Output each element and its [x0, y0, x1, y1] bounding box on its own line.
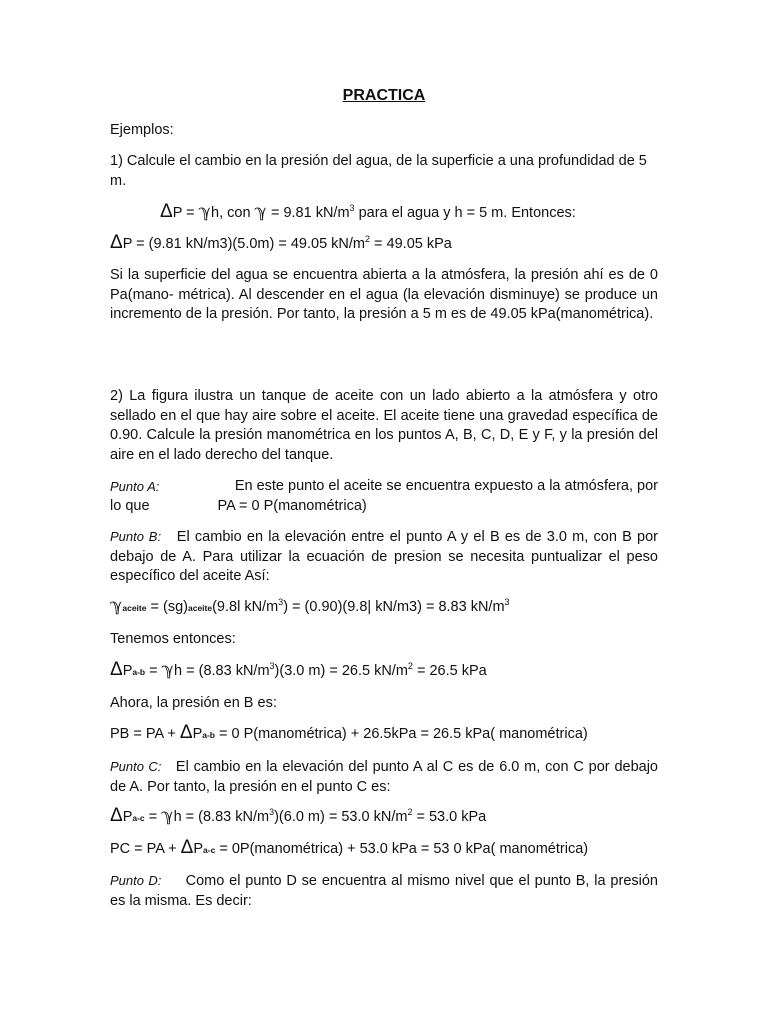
ejemplos-label: Ejemplos:: [110, 122, 174, 138]
example-1-explanation: Si la superficie del agua se encuentra abierta a la atmósfera, la presión ahí es de 0 Pa(mano- métrica). Al descender en el agua (la elevación disminuye) se produce un incremento de la presión. Por tanto, la presión a 5 m es de 49.05 kPa(manométrica).: [110, 267, 658, 322]
equation-7: PC = PA + ΔPa-c = 0P(manométrica) + 53.0 kPa = 53 0 kPa( manométrica): [110, 837, 589, 858]
equation-3: ℽaceite = (sg)aceite(9.8l $kN/m^3) = (0.90)(9.8|$ kN/m3) = 8.83 $kN/m^3$: [110, 596, 510, 615]
punto-a-label: Punto A:: [110, 479, 160, 494]
delta-symbol: Δ: [110, 232, 123, 253]
example-2-statement: 2) La figura ilustra un tanque de aceite con un lado abierto a la atmósfera y otro sellado en el que hay aire sobre el aceite. El aceite tiene una gravedad específica de 0.90. Calcule la presión manométrica en los puntos A, B, C, D, E y F, y la presión del aire en el lado derecho del tanque.: [110, 388, 658, 463]
punto-c-label: Punto C:: [110, 759, 162, 774]
gamma-symbol: ℽ: [198, 202, 212, 221]
delta-symbol: Δ: [160, 201, 173, 222]
gamma-symbol: ℽ: [161, 660, 175, 679]
delta-symbol: Δ: [180, 837, 194, 858]
punto-b-paragraph: Punto B: El cambio en la elevación entre el punto A y el B es de 3.0 m, con B por debajo de A. Para utilizar la ecuación de presion se necesita puntualizar el peso específico del aceite Así:: [110, 529, 658, 584]
gamma-symbol: ℽ: [161, 806, 174, 825]
equation-1: ΔP = ℽh, con ℽ = 9.81 $kN/m^3$ para el agua y h = 5 m. Entonces:: [160, 201, 576, 222]
gamma-symbol: ℽ: [110, 596, 123, 615]
punto-d-paragraph: Punto D: Como el punto D se encuentra al mismo nivel que el punto B, la presión es la misma. Es decir:: [110, 873, 658, 909]
delta-symbol: Δ: [110, 659, 123, 680]
gamma-symbol: ℽ: [254, 202, 267, 221]
page-title: PRACTICA: [342, 87, 426, 104]
punto-b-label: Punto B:: [110, 529, 162, 544]
punto-a-paragraph: Punto A: En este punto el aceite se encuentra expuesto a la atmósfera, por lo que PA = 0 P(manométrica): [110, 478, 658, 514]
delta-symbol: Δ: [179, 722, 193, 743]
equation-4: ΔPa-b = ℽh = (8.83 $kN/m^3)(3.0$ m) = 26.5 $kN/m^2 = 26.5$ kPa: [110, 659, 487, 680]
tenemos-entonces: Tenemos entonces:: [110, 631, 236, 647]
equation-2: ΔP = (9.81 kN/m3)(5.0m) = 49.05 $kN/m^2 = 49.05$ kPa: [110, 232, 452, 253]
equation-5: PB = PA + ΔPa-b = 0 P(manométrica) + 26.5kPa = 26.5 kPa( manométrica): [110, 722, 588, 743]
punto-d-label: Punto D:: [110, 873, 162, 888]
example-1-statement: 1) Calcule el cambio en la presión del agua, de la superficie a una profundidad de 5 m.: [110, 153, 647, 189]
delta-symbol: Δ: [110, 805, 123, 826]
ahora-text: Ahora, la presión en B es:: [110, 695, 277, 711]
punto-c-paragraph: Punto C: El cambio en la elevación del punto A al C es de 6.0 m, con C por debajo de A. Por tanto, la presión en el punto C es:: [110, 759, 658, 795]
equation-6: ΔPa-c = ℽh = (8.83 $kN/m^3)(6.0$ m) = 53.0 $kN/m^2 = 53.0$ kPa: [110, 805, 487, 826]
